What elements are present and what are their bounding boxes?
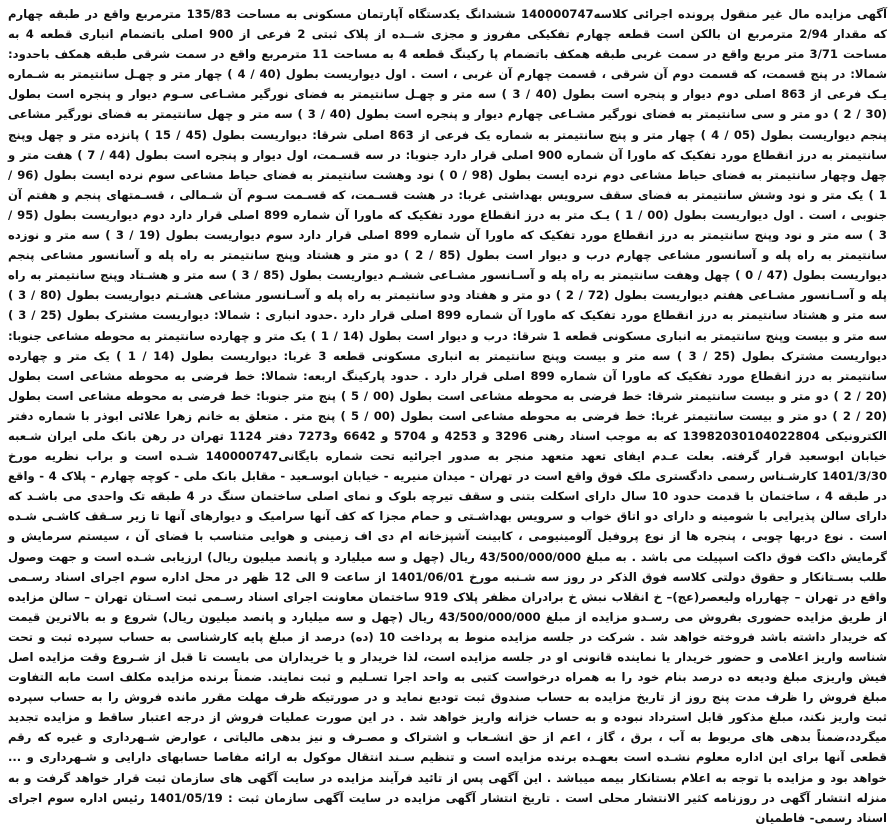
auction-notice-body: آگهی مزایده مال غیر منقول پرونده اجرائی کلاسه140000747 ششدانگ یکدستگاه آپارتمان مسکونی به مساحت 135/83 مترمربع واقع در طبقه چهارم که مقدار 2/94 مترمربع ان بالکن است قطعه چهارم تفکیکی مفروز و مجزی شــده از پلاک ثبتی 2 فرعی از 900 اصلی باتضمام انباری قطعه 4 به مساحت 3/71 متر مربع واقع در سمت غربی طبقه همکف باتضمام پا رکینگ قطعه 4 به مساحت 11 مترمربع واقع در سمت شرقی طبقه همکف باحدود: شمالا: در پنج قسمت، که قسمت دوم آن شرقی ، قسمت چهارم آن غربی ، است . اول دیواریست بطول (40 / 4 ) چهار متر و چهـل سانتیمتر به شـماره یـک فرعی از 863 اصلی دوم دیوار و پنجره است بطول (40 / 3 ) سه متر و چهـل سانتیمتر به فضای نورگیر مشـاعی سـوم دیوار و پنجره است بطول (30 / 2 ) دو متر و سی سانتیمتر به فضای نورگیر مشـاعی چهارم دیوار و پنجره است بطول (40 / 3 ) سه متر و چهل سانتیمتر به فضای نورگیر مشاعی پنجم دیواریست بطول (05 / 4 ) چهار متر و پنج سانتیمتر به شماره یک فرعی از 863 اصلی شرقا: دیواریست بطول (45 / 15 ) پانزده متر و چهل وپنج سانتیمتر به درز انقطاع مورد تفکیک که ماورا آن شماره 900 اصلی قرار دارد جنوبا: در سه قسـمت، اول دیوار و پنجره است بطول (44 / 7 ) هفت متر و چهل وچهار سانتیمتر به فضای حیاط مشاعی دوم نرده ایست بطول (98 / 0 ) نود وهشت سانتیمتر به فضای حیاط مشاعی سوم نرده ایست بطول (96 / 1 ) یک متر و نود وشش سانتیمتر به فضای سقف سرویس بهداشتی غربا: در هشت قسـمت، که قسـمت سـوم آن شـمالی ، قسـمتهای پنجم و هفتم آن جنوبی ، است . اول دیواریست بطول (00 / 1 ) یـک متر به درز انقطاع مورد تفکیک که ماورا آن شماره 899 اصلی قرار دارد دوم دیواریست بطول (95 / 3 ) سه متر و نود وپنج سانتیمتر به درز انقطاع مورد تفکیک که ماورا آن شماره 899 اصلی قرار دارد سوم دیواریست بطول (19 / 3 ) سه متر و نوزده سانتیمتر به راه پله و آسانسور مشاعی چهارم درب و دیوار است بطول (85 / 2 ) دو متر و هشتاد وپنج سانتیمتر به راه پله و آسانسور مشاعی پنجم دیواریست بطول (47 / 0 ) چهل وهفت سانتیمتر به راه پله و آسـانسور مشـاعی ششـم دیواریست بطول (85 / 3 ) سه متر و هشـتاد وپنج سانتیمتر به راه پله و آسـانسور مشـاعی هفتم دیواریست بطول (72 / 2 ) دو متر و هفتاد ودو سانتیمتر به راه پله و آسـانسور مشاعی هشـتم دیواریست بطول (80 / 3 ) سه متر و هشتاد سانتیمتر به درز انقطاع مورد تفکیک که ماورا آن شماره 899 اصلی قرار دارد .حدود انباری : شمالا: دیواریست مشترک بطول (25 / 3 ) سه متر و بیست وپنج سانتیمتر به انباری مسکونی قطعه 1 شرقا: درب و دیوار است بطول (14 / 1 ) یک متر و چهارده سانتیمتر به محوطه مشاعی جنوبا: دیواریست مشترک بطول (25 / 3 ) سه متر و بیست وپنج سانتیمتر به انباری مسکونی قطعه 3 غربا: دیواریست بطول (14 / 1 ) یک متر و چهارده سانتیمتر به درز انقطاع مورد تفکیک که ماورا آن شماره 899 اصلی قرار دارد . حدود پارکینگ اربعه: شمالا: خط فرضی به محوطه مشاعی است بطول (20 / 2 ) دو متر و بیست سانتیمتر شرقا: خط فرضی به محوطه مشاعی است بطول (00 / 5 ) پنج متر جنوبا: خط فرضی به محوطه مشاعی است بطول (20 / 2 ) دو متر و بیست سانتیمتر غربا: خط فرضی به محوطه مشاعی است بطول (00 / 5 ) پنج متر . متعلق به خانم زهرا علائی ابوذر با شماره دفتر الکترونیکی 13982030104022804 که به موجب اسناد رهنی 3296 و 4253 و 5704 و 6642 و7273 دفتر 1124 تهران در رهن بانک ملی ایران شـعبه خیابان ابوسعید قرار گرفته. بعلت عـدم ایفای تعهد متعهد منجر به صدور اجرائیه تحت شماره بایگانی140000747 شـده است و براب نظریه مورخ 1401/3/30 کارشـناس رسمی دادگستری ملک فوق واقع است در تهران - میدان منیریه - خیابان ابوسـعید - مقابل بانک ملی - کوچه چهارم - پلاک 4 - واقع در طبقه 4 ، ساختمان با قدمت حدود 10 سال دارای اسکلت بتنی و سقف تیرچه بلوک و نمای اصلی ساختمان سنگ در 4 طبقه تک واحدی می باشـد که دارای سالن پذیرایی با شومینه و دارای دو اتاق خواب و سرویس بهداشـتی و حمام مجزا که کف آنها سرامیک و دیوارهای آنها تا زیر سـقف کاشـی شـده است . نوع دربها چوبی ، پنجره ها از نوع پروفیل آلومینیومی ، کابینت آشپزخانه ام دی اف زمینی و هوایی متناسب با فضای آن ، سیستم سرمایش و گرمایش داکت فوق داکت اسپیلت می باشد . به مبلغ 43/500/000/000 ریال (چهل و سه میلیارد و پانصد میلیون ریال) ارزیابی شـده است و جهت وصول طلب بسـتانکار و حقوق دولتی کلاسه فوق الذکر در روز سه شـنبه مورخ 1401/06/01 از ساعت 9 الی 12 ظهر در محل اداره سوم اجرای اسناد رسـمی واقع در تهران – چهارراه ولیعصر(عج)– خ انقلاب نبش خ برادران مظفر پلاک 919 ساختمان معاونت اجرای اسناد رسـمی ثبت اسـتان تهران – سالن مزایده از طریق مزایده حضوری بفروش می رسـدو مزایده از مبلغ 43/500/000/000 ریال (چهل و سه میلیارد و پانصد میلیون ریال) شروع و به بالاترین قیمت که خریدار داشته باشد فروخته خواهد شد . شرکت در جلسه مزایده منوط به پرداخت 10 (ده) درصد از مبلغ پایه کارشناسی به حساب سپرده ثبت و تحت شناسه واریز اعلامی و حضور خریدار یا نماینده قانونی او در جلسه مزایده است، لذا خریدار و یا خریداران می بایست تا قبل از شـروع وقت مزایده اصل فیش واریزی مبلغ ودیعه ده درصد بنام خود را به همراه درخواست کتبی به واحد اجرا تسـلیم و ثبت نمایند. ضمناً برنده مزایده مکلف است مابه التفاوت مبلغ فروش را ظرف مدت پنج روز از تاریخ مزایده به حساب صندوق ثبت تودیع نماید و در صورتیکه ظرف مهلت مقرر مانده فروش را به حساب سپرده ثبت واریز نکند، مبلغ مذکور قابل استرداد نبوده و به حساب خزانه واریز خواهد شد . در این صورت عملیات فروش از درجه اعتبار ساقط و مزایده تجدید میگردد،ضمناً بدهی های مربوط به آب ، برق ، گاز ، اعم از حق انشـعاب و اشتراک و مصـرف و نیز بدهی مالیاتی ، عوارض شـهرداری و غیره که رقم قطعی آنها برای این اداره معلوم نشـده است بعهـده برنده مزایده است و تنظیم سـند انتقال موکول به ارائه مفاصا حسابهای دارایی و شـهرداری و ... خواهد بود و مزایده با توجه به اعلام بستانکار بیمه میباشد . این آگهی پس از تائید فرآیند مزایده در سایت آگهی های سازمان ثبت قرار خواهد گرفت و به منزله انتشار آگهی در روزنامه کثیر الانتشار محلی است . تاریخ انتشار آگهی مزایده در سایت آگهی سازمان ثبت : 1401/05/19 رئیس اداره سوم اجرای اسناد رسمی- فاطمیان	[8, 7, 888, 825]
